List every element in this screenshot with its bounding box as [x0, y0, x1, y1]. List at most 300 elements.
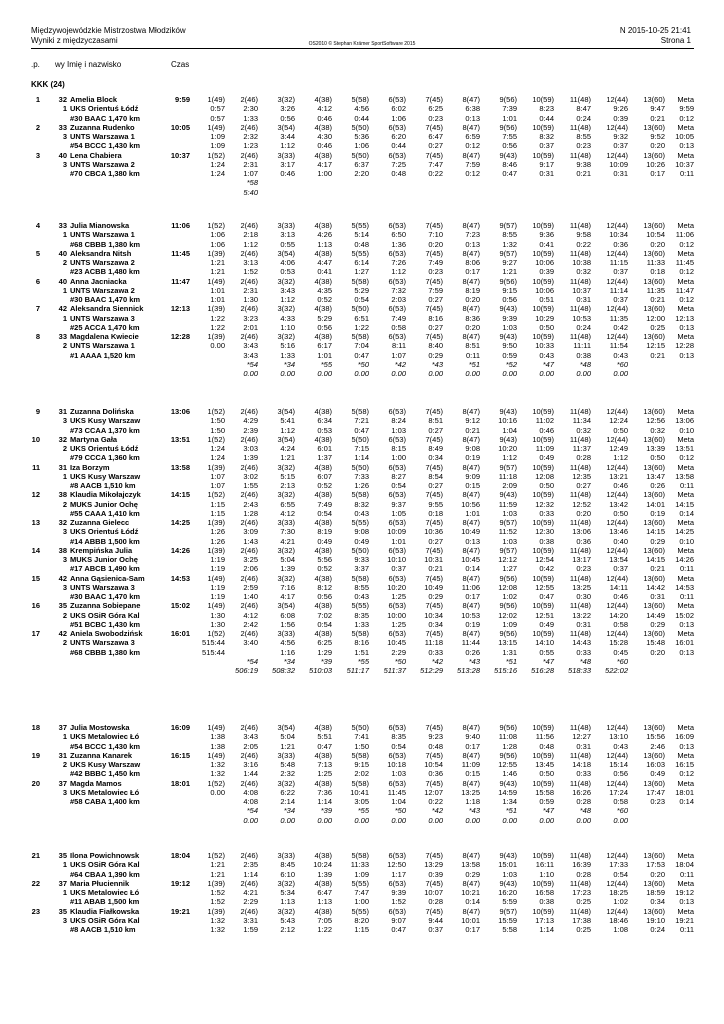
control-code-cell: 11(48)	[569, 851, 591, 860]
leg-time-cell: 0:23	[576, 564, 591, 574]
club-number-cell: 1	[62, 860, 67, 870]
cumulative-time-cell: 9:39	[502, 313, 517, 323]
extra-punch-cell: 512:29	[420, 666, 443, 675]
place-cell: 17	[31, 629, 40, 638]
cumulative-time-cell: 5:43	[280, 915, 295, 925]
leg-time-cell: 1:01	[391, 536, 406, 546]
leg-time-cell: 0:38	[539, 536, 554, 546]
control-code-cell: 6(53)	[388, 518, 406, 527]
leg-time-cell: 0:13	[465, 536, 480, 546]
cumulative-time-cell: 1:24	[210, 444, 225, 453]
control-code-cell: 13(60)	[643, 778, 665, 788]
leg-time-cell: 0:32	[576, 425, 591, 435]
leg-time-cell: 4:08	[243, 797, 258, 806]
cumulative-time-cell: 5:41	[280, 416, 295, 426]
control-code-cell: Meta	[677, 95, 694, 104]
control-code-cell: 8(47)	[462, 878, 480, 888]
control-code-cell: 2(46)	[240, 906, 258, 916]
cumulative-time-cell: 4:56	[280, 638, 295, 648]
control-code-cell: Meta	[677, 276, 694, 286]
control-code-cell: 9(57)	[499, 545, 517, 555]
runner-name: Ilona Powichnowsk	[70, 851, 140, 860]
club-name: UNTS Warszawa 1	[70, 341, 135, 351]
control-code-cell: 12(44)	[606, 150, 628, 160]
finish-time: 18:04	[170, 851, 190, 860]
control-code-cell: 11(48)	[569, 778, 591, 788]
control-code-cell: 3(32)	[277, 778, 295, 788]
cumulative-time-cell: 9:26	[613, 104, 628, 114]
cumulative-time-cell: 3:26	[280, 104, 295, 114]
cumulative-time-cell: 11:56	[535, 732, 554, 742]
control-code-cell: 1(52)	[207, 629, 225, 638]
course-variant: #58 CABA 1,400 km	[70, 797, 140, 806]
leg-time-cell: 0:15	[465, 769, 480, 779]
cumulative-time-cell: 2:43	[243, 499, 258, 509]
leg-time-cell: 1:00	[391, 453, 406, 463]
control-code-cell: 11(48)	[569, 545, 591, 555]
age-cell: 42	[58, 629, 67, 638]
control-code-cell: 9(43)	[499, 490, 517, 500]
control-code-cell: 8(47)	[462, 601, 480, 611]
leg-time-cell: 1:24	[210, 169, 225, 178]
leg-time-cell: 1:40	[243, 592, 258, 601]
extra-punch-cell: 0.00	[576, 369, 591, 378]
leg-time-cell: 0:24	[650, 925, 665, 934]
club-number-cell: 2	[62, 499, 67, 509]
cumulative-time-cell: 6:01	[317, 444, 332, 453]
cumulative-time-cell: 14:15	[646, 527, 665, 537]
control-code-cell: 11(48)	[569, 221, 591, 230]
control-code-cell: 9(57)	[499, 221, 517, 230]
leg-time-cell: 0:12	[679, 295, 694, 304]
control-code-cell: 12(44)	[606, 304, 628, 314]
cumulative-time-cell: 13:58	[675, 471, 694, 481]
cumulative-time-cell: 4:06	[280, 258, 295, 267]
control-code-cell: 12(44)	[606, 601, 628, 611]
cumulative-time-cell: 17:47	[646, 787, 665, 797]
control-code-cell: 13(60)	[643, 95, 665, 104]
leg-time-cell: 1:28	[502, 741, 517, 751]
place-cell: 10	[31, 434, 40, 444]
cumulative-time-cell: 10:10	[387, 555, 406, 564]
cumulative-time-cell: 10:00	[387, 610, 406, 620]
cumulative-time-cell: 10:29	[535, 313, 554, 323]
cumulative-time-cell: 7:10	[428, 230, 443, 240]
cumulative-time-cell: 9:39	[391, 888, 406, 897]
cumulative-time-cell: 7:49	[317, 499, 332, 509]
leg-time-cell: 0:43	[613, 350, 628, 360]
club-name: UNTS Warszawa 3	[70, 582, 135, 592]
leg-time-cell: 0:21	[650, 350, 665, 360]
control-code-cell: 12(44)	[606, 490, 628, 500]
control-code-cell: 7(45)	[425, 601, 443, 611]
leg-time-cell: 1:32	[210, 925, 225, 934]
cumulative-time-cell: 6:38	[465, 104, 480, 114]
cumulative-time-cell: 13:25	[572, 582, 591, 592]
control-code-cell: 6(53)	[388, 851, 406, 860]
leg-time-cell: 0:39	[428, 869, 443, 879]
age-cell: 32	[58, 95, 67, 104]
finish-time: 16:09	[170, 723, 190, 732]
control-code-cell: 2(46)	[240, 723, 258, 732]
leg-time-cell: 1:07	[391, 350, 406, 360]
club-name: UKS Kusy Warszaw	[70, 416, 141, 426]
control-code-cell: 2(46)	[240, 276, 258, 286]
leg-time-cell: 1:32	[502, 239, 517, 249]
control-code-cell: 13(60)	[643, 601, 665, 611]
leg-time-cell: 2:46	[650, 741, 665, 751]
cumulative-time-cell: 9:08	[465, 444, 480, 453]
leg-time-cell: 0:46	[539, 425, 554, 435]
course-variant: #42 BBBC 1,450 km	[70, 769, 141, 779]
leg-time-cell: 0:12	[679, 453, 694, 463]
cumulative-time-cell: 12:55	[498, 760, 517, 769]
control-code-cell: 2(46)	[240, 490, 258, 500]
course-variant: #54 BCCC 1,430 km	[70, 141, 141, 151]
leg-time-cell: 0:59	[539, 797, 554, 806]
control-code-cell: 4(38)	[314, 723, 332, 732]
control-code-cell: 3(32)	[277, 490, 295, 500]
club-number-cell: 3	[62, 555, 67, 564]
control-code-cell: 6(53)	[388, 573, 406, 583]
control-code-cell: 2(46)	[240, 407, 258, 416]
cumulative-time-cell: 11:45	[675, 258, 694, 267]
place-cell: 23	[31, 906, 40, 916]
leg-time-cell: 0:13	[679, 141, 694, 151]
control-code-cell: 9(43)	[499, 150, 517, 160]
cumulative-time-cell: 12:24	[609, 416, 628, 426]
leg-time-cell: 1:09	[502, 619, 517, 629]
control-code-cell: 4(38)	[314, 332, 332, 341]
cumulative-time-cell: 12:55	[535, 582, 554, 592]
control-code-cell: 12(44)	[606, 221, 628, 230]
control-code-cell: 2(46)	[240, 462, 258, 472]
control-code-cell: Meta	[677, 122, 694, 132]
leg-time-cell: 0:54	[391, 741, 406, 751]
cumulative-time-cell: 3:09	[243, 527, 258, 537]
control-code-cell: 7(45)	[425, 750, 443, 760]
leg-time-cell: 0:14	[465, 897, 480, 907]
cumulative-time-cell: 8:45	[280, 860, 295, 870]
extra-punch-cell: 0.00	[354, 369, 369, 378]
leg-time-cell: 2:13	[280, 481, 295, 490]
cumulative-time-cell: 7:47	[354, 888, 369, 897]
control-code-cell: 2(46)	[240, 545, 258, 555]
control-code-cell: 12(44)	[606, 332, 628, 341]
cumulative-time-cell: 18:01	[675, 787, 694, 797]
runner-name: Krempińska Julia	[70, 545, 133, 555]
runner-name: Magdalena Kwiecie	[70, 332, 139, 341]
leg-time-cell: 1:38	[210, 741, 225, 751]
control-code-cell: 6(53)	[388, 723, 406, 732]
place-cell: 1	[35, 95, 40, 104]
cumulative-time-cell: 10:09	[387, 527, 406, 537]
leg-time-cell: 1:51	[354, 647, 369, 657]
cumulative-time-cell: 6:25	[317, 638, 332, 648]
cumulative-time-cell: 8:19	[465, 285, 480, 295]
leg-time-cell: 2:09	[502, 481, 517, 490]
control-code-cell: 2(46)	[240, 601, 258, 611]
extra-punch-cell: *48	[579, 359, 591, 369]
leg-time-cell: 0:30	[576, 592, 591, 601]
leg-time-cell: 0:43	[354, 508, 369, 518]
leg-time-cell: 0:20	[650, 239, 665, 249]
control-code-cell: Meta	[677, 601, 694, 611]
cumulative-time-cell: 10:54	[424, 760, 443, 769]
club-number-cell: 3	[62, 915, 67, 925]
cumulative-time-cell: 6:50	[391, 230, 406, 240]
cumulative-time-cell: 10:53	[461, 610, 480, 620]
control-code-cell: 1(52)	[207, 851, 225, 860]
control-code-cell: 3(32)	[277, 462, 295, 472]
cumulative-time-cell: 17:24	[609, 787, 628, 797]
cumulative-time-cell: 1:26	[210, 527, 225, 537]
control-code-cell: 5(58)	[351, 490, 369, 500]
cumulative-time-cell: 14:15	[675, 499, 694, 509]
finish-time: 16:01	[170, 629, 190, 638]
leg-time-cell: 0:22	[576, 239, 591, 249]
control-code-cell: 11(48)	[569, 601, 591, 611]
leg-time-cell: 0:17	[465, 267, 480, 277]
cumulative-time-cell: 8:46	[502, 159, 517, 169]
leg-time-cell: 1:05	[391, 508, 406, 518]
control-code-cell: 3(33)	[277, 150, 295, 160]
control-code-cell: 4(38)	[314, 276, 332, 286]
cumulative-time-cell: 3:16	[243, 760, 258, 769]
control-code-cell: 3(33)	[277, 221, 295, 230]
control-code-cell: 5(58)	[351, 95, 369, 104]
cumulative-time-cell: 7:15	[354, 444, 369, 453]
control-code-cell: 5(50)	[351, 150, 369, 160]
extra-punch-cell: 0.00	[613, 815, 628, 825]
control-code-cell: 5(50)	[351, 462, 369, 472]
leg-time-cell: 0:17	[465, 925, 480, 934]
cumulative-time-cell: 6:34	[317, 416, 332, 426]
control-code-cell: 13(60)	[643, 490, 665, 500]
cumulative-time-cell: 8:55	[354, 582, 369, 592]
control-code-cell: 8(47)	[462, 750, 480, 760]
leg-time-cell: 0:44	[354, 113, 369, 123]
extra-punch-cell: *34	[283, 656, 295, 666]
leg-time-cell: 0:32	[650, 425, 665, 435]
control-code-cell: 13(60)	[643, 248, 665, 258]
leg-time-cell: 0:48	[391, 169, 406, 178]
extra-punch-cell: 511:17	[346, 666, 369, 675]
cumulative-time-cell: 10:01	[461, 915, 480, 925]
cumulative-time-cell: 10:36	[424, 527, 443, 537]
control-code-cell: 10(59)	[532, 851, 554, 860]
leg-time-cell: 0:43	[354, 592, 369, 601]
cumulative-time-cell: 10:20	[387, 582, 406, 592]
course-variant: #30 BAAC 1,470 km	[70, 592, 141, 601]
cumulative-time-cell: 9:37	[391, 499, 406, 509]
extra-punch-cell: *50	[394, 806, 406, 816]
leg-time-cell: 0:21	[428, 564, 443, 574]
cumulative-time-cell: 10:33	[535, 341, 554, 351]
leg-time-cell: 0:28	[428, 897, 443, 907]
cumulative-time-cell: 4:24	[280, 444, 295, 453]
leg-time-cell: 0:27	[428, 322, 443, 332]
leg-time-cell: 0:21	[650, 113, 665, 123]
control-code-cell: 7(45)	[425, 248, 443, 258]
club-name: UNTS Warszawa 1	[70, 230, 135, 240]
finish-time: 15:02	[170, 601, 190, 611]
leg-time-cell: 0:43	[613, 741, 628, 751]
leg-time-cell: 0:41	[539, 239, 554, 249]
cumulative-time-cell: 4:47	[317, 258, 332, 267]
cumulative-time-cell: 13:45	[535, 760, 554, 769]
leg-time-cell: 1:29	[317, 647, 332, 657]
runner-name: Zuzanna Rudenko	[70, 122, 135, 132]
place-cell: 15	[31, 573, 40, 583]
cumulative-time-cell: 7:59	[465, 159, 480, 169]
control-code-cell: 3(32)	[277, 906, 295, 916]
cumulative-time-cell: 6:20	[391, 132, 406, 141]
cumulative-time-cell: 10:21	[461, 888, 480, 897]
club-name: UNTS Warszawa 1	[70, 132, 135, 141]
cumulative-time-cell: 13:21	[609, 471, 628, 481]
control-code-cell: 5(55)	[351, 221, 369, 230]
leg-time-cell: 1:56	[280, 619, 295, 629]
control-code-cell: 4(38)	[314, 878, 332, 888]
control-code-cell: 9(43)	[499, 304, 517, 314]
control-code-cell: 8(47)	[462, 407, 480, 416]
club-number-cell: 3	[62, 527, 67, 537]
control-code-cell: 1(49)	[207, 573, 225, 583]
cumulative-time-cell: 12:30	[535, 527, 554, 537]
age-cell: 37	[58, 723, 67, 732]
control-code-cell: 12(44)	[606, 878, 628, 888]
control-code-cell: 6(53)	[388, 906, 406, 916]
leg-time-cell: 1:50	[210, 425, 225, 435]
runner-name: Klaudia Fiałkowska	[70, 906, 140, 916]
leg-time-cell: 0:53	[317, 425, 332, 435]
course-variant: #1 AAAA 1,520 km	[70, 350, 136, 360]
control-code-cell: Meta	[677, 573, 694, 583]
leg-time-cell: 0:33	[576, 769, 591, 779]
finish-time: 14:26	[170, 545, 190, 555]
leg-time-cell: 1:01	[502, 113, 517, 123]
control-code-cell: 5(58)	[351, 629, 369, 638]
cumulative-time-cell: 10:31	[424, 555, 443, 564]
control-code-cell: 11(48)	[569, 878, 591, 888]
club-number-cell: 2	[62, 638, 67, 648]
club-number-cell: 1	[62, 313, 67, 323]
leg-time-cell: 0:54	[317, 619, 332, 629]
cumulative-time-cell: 10:06	[535, 285, 554, 295]
cumulative-time-cell: 8:55	[502, 230, 517, 240]
control-code-cell: 12(44)	[606, 518, 628, 527]
cumulative-time-cell: 4:21	[243, 888, 258, 897]
leg-time-cell: 0:29	[428, 350, 443, 360]
extra-punch-cell: 522:02	[605, 666, 628, 675]
leg-time-cell: 0:12	[465, 141, 480, 151]
leg-time-cell: 1:13	[280, 897, 295, 907]
course-variant: #14 ABBB 1,500 km	[70, 536, 140, 546]
cumulative-time-cell: 19:21	[675, 915, 694, 925]
club-name: UKS OSiR Góra Kal	[70, 610, 140, 620]
control-code-cell: 10(59)	[532, 573, 554, 583]
control-code-cell: 13(60)	[643, 878, 665, 888]
control-code-cell: 12(44)	[606, 462, 628, 472]
course-variant: #25 ACCA 1,470 km	[70, 322, 140, 332]
cumulative-time-cell: 9:55	[428, 499, 443, 509]
cumulative-time-cell: 9:44	[428, 915, 443, 925]
leg-time-cell: 0:44	[391, 141, 406, 151]
leg-time-cell: 0:21	[650, 564, 665, 574]
cumulative-time-cell: 16:15	[675, 760, 694, 769]
cumulative-time-cell: 1:06	[210, 230, 225, 240]
age-cell: 35	[58, 906, 67, 916]
leg-time-cell: 0:40	[613, 536, 628, 546]
cumulative-time-cell: 1:19	[210, 582, 225, 592]
cumulative-time-cell: 7:16	[280, 582, 295, 592]
control-code-cell: 10(59)	[532, 601, 554, 611]
leg-time-cell: 515:44	[202, 647, 225, 657]
leg-time-cell: 0:37	[391, 564, 406, 574]
cumulative-time-cell: 17:38	[572, 915, 591, 925]
cumulative-time-cell: 5:04	[280, 555, 295, 564]
extra-punch-cell: 508:32	[272, 666, 295, 675]
finish-time: 13:58	[170, 462, 190, 472]
leg-time-cell: 1:30	[210, 619, 225, 629]
leg-time-cell: 0:50	[650, 453, 665, 463]
control-code-cell: 13(60)	[643, 629, 665, 638]
control-code-cell: 8(47)	[462, 95, 480, 104]
cumulative-time-cell: 15:59	[498, 915, 517, 925]
cumulative-time-cell: 6:47	[317, 888, 332, 897]
control-code-cell: 2(46)	[240, 518, 258, 527]
finish-time: 11:47	[171, 276, 190, 286]
control-code-cell: 10(59)	[532, 221, 554, 230]
control-code-cell: 11(48)	[569, 407, 591, 416]
cumulative-time-cell: 19:10	[646, 915, 665, 925]
extra-punch-cell: 518:33	[568, 666, 591, 675]
control-code-cell: 4(38)	[314, 906, 332, 916]
leg-time-cell: 0:11	[679, 869, 694, 879]
cumulative-time-cell: 1:50	[210, 416, 225, 426]
cumulative-time-cell: 5:15	[280, 471, 295, 481]
leg-time-cell: 1:21	[280, 741, 295, 751]
club-number-cell: 2	[62, 258, 67, 267]
control-code-cell: 3(32)	[277, 95, 295, 104]
leg-time-cell: 1:03	[502, 322, 517, 332]
cumulative-time-cell: 7:26	[391, 258, 406, 267]
age-cell: 40	[58, 276, 67, 286]
control-code-cell: 9(56)	[499, 95, 517, 104]
cumulative-time-cell: 9:07	[391, 915, 406, 925]
extra-punch-cell: *42	[431, 806, 443, 816]
cumulative-time-cell: 16:09	[675, 732, 694, 742]
leg-time-cell: 2:14	[280, 797, 295, 806]
leg-time-cell: 0:36	[613, 239, 628, 249]
leg-time-cell: 0:33	[539, 508, 554, 518]
cumulative-time-cell: 1:30	[210, 610, 225, 620]
extra-punch-cell: 510:03	[309, 666, 332, 675]
leg-time-cell: 0:49	[539, 619, 554, 629]
cumulative-time-cell: 5:48	[280, 760, 295, 769]
control-code-cell: Meta	[677, 332, 694, 341]
leg-time-cell: 0:47	[539, 592, 554, 601]
cumulative-time-cell: 9:08	[354, 527, 369, 537]
cumulative-time-cell: 7:49	[391, 313, 406, 323]
cumulative-time-cell: 3:43	[280, 285, 295, 295]
cumulative-time-cell: 1:21	[210, 258, 225, 267]
leg-time-cell: 6:10	[280, 869, 295, 879]
extra-punch-cell: *43	[431, 359, 443, 369]
cumulative-time-cell: 11:09	[461, 760, 480, 769]
leg-time-cell: 0:47	[317, 741, 332, 751]
